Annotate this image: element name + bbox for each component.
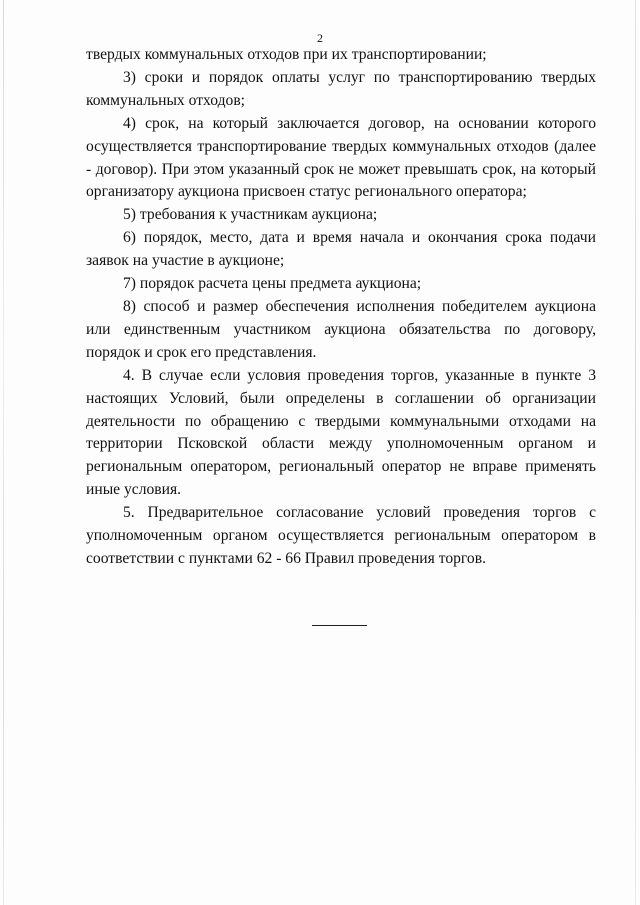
clause-4: 4. В случае если условия проведения торгов, указанные в пункте 3 настоящих Условий, были определены в соглашении об организации деятельности по обращению с твердыми коммунальными отходами на территории Псковской области между уполномоченным органом и региональным оператором, региональный оператор не вправе применять иные условия. [86, 366, 596, 499]
list-item-8: 8) способ и размер обеспечения исполнения победителем аукциона или единственным участником аукциона обязательства по договору, порядок и срок его представления. [86, 297, 596, 361]
list-item-6: 6) порядок, место, дата и время начала и окончания срока подачи заявок на участие в аукционе; [86, 229, 596, 270]
clause-5: 5. Предварительное согласование условий проведения торгов с уполномоченным органом осуществляется региональным оператором в соответствии с пунктами 62 - 66 Правил проведения торгов. [86, 504, 596, 567]
end-divider-line [312, 625, 367, 626]
list-item-4: 4) срок, на который заключается договор, на основании которого осуществляется транспортирование твердых коммунальных отходов (далее - договор). При этом указанный срок не может превышать срок, на который организатору аукциона присвоен статус регионального оператора; [86, 114, 596, 201]
page-number: 2 [317, 31, 323, 45]
paragraph-continuation: твердых коммунальных отходов при их транспортировании; [86, 46, 487, 63]
scan-edge-right [635, 0, 636, 905]
document-body [86, 44, 596, 571]
list-item-5: 5) требования к участникам аукциона; [123, 206, 378, 224]
list-item-7: 7) порядок расчета цены предмета аукциона; [123, 275, 422, 293]
scan-edge-left [3, 0, 4, 905]
list-item-3: 3) сроки и порядок оплаты услуг по транспортированию твердых коммунальных отходов; [86, 68, 596, 109]
